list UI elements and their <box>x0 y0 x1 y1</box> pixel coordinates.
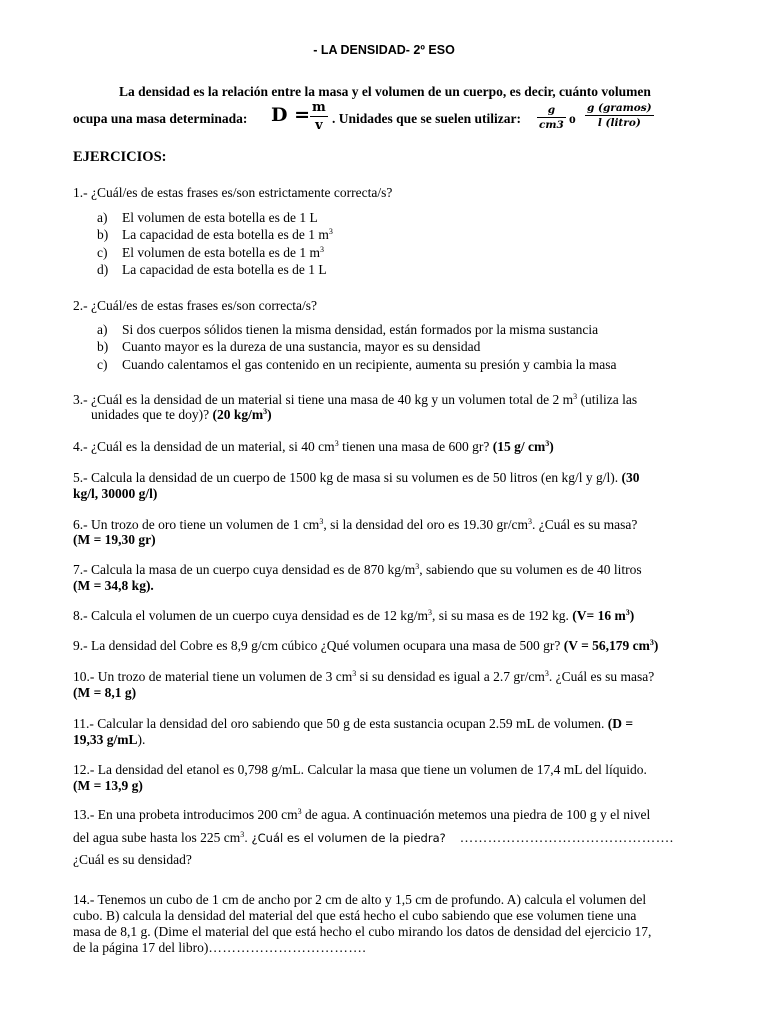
unit1-denominator: cm3 <box>539 119 564 131</box>
unit-g-per-cm3 <box>537 104 566 131</box>
option-c: c) Cuando calentamos el gas contenido en un recipiente, aumenta su presión y cambia la masa <box>97 356 617 372</box>
density-formula-fraction <box>310 100 328 133</box>
exercises-heading: EJERCICIOS: <box>73 149 167 165</box>
question-6: 6.- Un trozo de oro tiene un volumen de 1 $cm^3$, si la densidad del oro es 19.30 $gr/cm^3$. ¿Cuál es su masa? <box>73 517 638 532</box>
answer-blank[interactable]: ………………………………………. <box>459 830 674 845</box>
unit2-denominator: l (litro) <box>597 117 641 129</box>
unit1-numerator: g <box>547 104 556 116</box>
answer: (15 g/ $cm^3$) <box>492 439 554 454</box>
answer: (V= 16 $m^3$) <box>572 608 635 623</box>
question-10: 10.- Un trozo de material tiene un volumen de 3 $cm^3$ si su densidad es igual a 2.7 $gr/cm^3$. ¿Cuál es su masa? <box>73 669 655 684</box>
question-1-options <box>97 209 333 278</box>
option-a: a) El volumen de esta botella es de 1 L <box>97 210 318 225</box>
intro-line-1: La densidad es la relación entre la masa y el volumen de un cuerpo, es decir, cuánto volumen <box>119 84 651 99</box>
formula-denominator: v <box>315 118 323 133</box>
option-d: d) La capacidad de esta botella es de 1 L <box>97 261 327 277</box>
option-b: b) Cuanto mayor es la dureza de una sustancia, mayor es su densidad <box>97 339 481 355</box>
question-14-line-3: masa de 8,1 g. (Dime el material del que está hecho el cubo mirando los datos de densidad del ejercicio 17, <box>73 924 652 939</box>
option-b: b) La capacidad de esta botella es de 1 $m^3$ <box>97 227 333 243</box>
question-11-line-1: 11.- Calcular la densidad del oro sabiendo que 50 g de esta sustancia ocupan 2.59 mL de volumen. (D = <box>73 716 634 731</box>
question-12-answer: (M = 13,9 g) <box>73 778 143 793</box>
question-14-line-4: de la página 17 del libro)……………………………. <box>73 940 367 955</box>
question-10-answer: (M = 8,1 g) <box>73 685 137 700</box>
question-1: 1.- ¿Cuál/es de estas frases es/son estrictamente correcta/s? <box>73 185 393 200</box>
question-3-line-2: unidades que te doy)? (20 $kg/m^3$) <box>91 407 272 422</box>
question-2: 2.- ¿Cuál/es de estas frases es/son correcta/s? <box>73 298 318 313</box>
answer: 19,33 g/mL <box>73 732 138 747</box>
question-7: 7.- Calcula la masa de un cuerpo cuya densidad es de 870 $kg/m^3$, sabiendo que su volumen es de 40 litros <box>73 562 642 577</box>
question-7-answer: (M = 34,8 kg). <box>73 578 154 593</box>
answer-blank[interactable]: ……………………………. <box>208 940 367 955</box>
question-11-line-2: 19,33 g/mL). <box>73 732 146 747</box>
question-9: 9.- La densidad del Cobre es 8,9 g/cm cúbico ¿Qué volumen ocupara una masa de 500 gr? (V = 56,179 $cm^3$) <box>73 638 659 653</box>
answer: (20 $kg/m^3$) <box>212 407 272 422</box>
question-8: 8.- Calcula el volumen de un cuerpo cuya densidad es de 12 $kg/m^3$, si su masa es de 192 kg. (V= 16 $m^3$) <box>73 608 635 623</box>
question-14-line-1: 14.- Tenemos un cubo de 1 cm de ancho por 2 cm de alto y 1,5 cm de profundo. A) calcula el volumen del <box>73 892 647 907</box>
intro-line-2: ocupa una masa determinada: <box>73 111 248 126</box>
option-c: c) El volumen de esta botella es de 1 $m^3$ <box>97 244 324 260</box>
unit-or: o <box>569 111 576 126</box>
unit-g-per-l <box>585 102 654 129</box>
question-5-answer: kg/l, 30000 g/l) <box>73 486 158 501</box>
density-formula-lhs: D = <box>271 104 311 126</box>
page-title: - LA DENSIDAD- 2º ESO <box>313 43 455 57</box>
question-3-line-1: 3.- ¿Cuál es la densidad de un material si tiene una masa de 40 kg y un volumen total de 2 $m^3$ (utiliza las <box>73 392 638 407</box>
question-13-line-2: del agua sube hasta los 225 $cm^3$. ¿Cuál es el volumen de la piedra? ………………………………………. <box>73 830 674 845</box>
question-12: 12.- La densidad del etanol es 0,798 g/mL. Calcular la masa que tiene un volumen de 17,4 mL del líquido. <box>73 762 647 777</box>
units-text: . Unidades que se suelen utilizar: <box>332 111 522 126</box>
question-13-line-3: ¿Cuál es su densidad? <box>73 852 192 867</box>
question-4: 4.- ¿Cuál es la densidad de un material, si 40 $cm^3$ tienen una masa de 600 gr? (15 g/ $cm^3$) <box>73 439 554 454</box>
question-2-options <box>97 321 616 373</box>
unit2-numerator: g (gramos) <box>587 102 652 114</box>
option-a: a) Si dos cuerpos sólidos tienen la misma densidad, están formados por la misma sustancia <box>97 322 599 337</box>
question-6-answer: (M = 19,30 gr) <box>73 532 156 547</box>
answer: (V = 56,179 $cm^3$) <box>563 638 659 653</box>
question-14-line-2: cubo. B) calcula la densidad del material del que está hecho el cubo sabiendo que ese volumen tiene una <box>73 908 637 923</box>
formula-numerator: m <box>312 100 326 115</box>
question-13-line-1: 13.- En una probeta introducimos 200 $cm^3$ de agua. A continuación metemos una piedra de 100 g y el nivel <box>73 807 651 822</box>
question-5-line-1: 5.- Calcula la densidad de un cuerpo de 1500 kg de masa si su volumen es de 50 litros (en kg/l y g/l). (30 <box>73 470 640 485</box>
